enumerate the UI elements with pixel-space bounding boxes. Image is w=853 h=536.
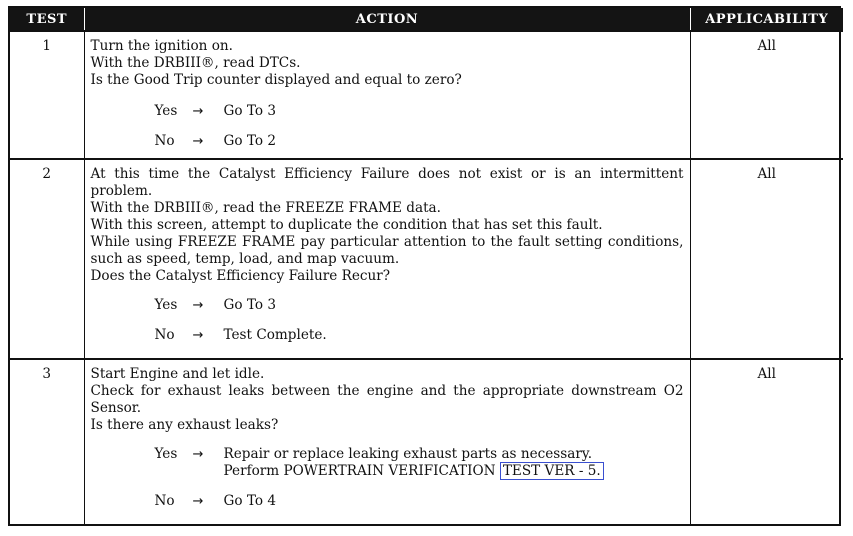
table-row-test-2 (10, 159, 843, 359)
answer-target: Go To 4 (223, 493, 277, 509)
answer-yes-continuation (91, 463, 684, 480)
test-number: 1 (10, 31, 84, 159)
answer-yes (91, 446, 684, 463)
column-header-action: ACTION (84, 8, 690, 31)
diagnostic-test-table (10, 8, 843, 524)
applicability-value: All (690, 31, 843, 159)
applicability-value: All (690, 159, 843, 359)
diagnostic-table-frame (8, 6, 841, 526)
answer-label: Yes (154, 446, 178, 462)
action-line: Is there any exhaust leaks? (90, 417, 279, 433)
test-ver-5-link[interactable]: TEST VER - 5. (500, 462, 604, 480)
right-arrow-icon: → (192, 447, 204, 462)
answer-label: No (154, 133, 175, 149)
action-line: With the DRBIII®, read the FREEZE FRAME data. (90, 200, 441, 216)
answer-no (91, 327, 684, 344)
applicability-value: All (690, 359, 843, 524)
right-arrow-icon: → (192, 134, 204, 149)
answer-subtext (224, 463, 604, 480)
answer-label: No (154, 327, 175, 343)
answer-label: Yes (154, 297, 178, 313)
right-arrow-icon: → (192, 328, 204, 343)
action-line: Is the Good Trip counter displayed and equal to zero? (90, 72, 462, 88)
column-header-applicability: APPLICABILITY (690, 8, 843, 31)
action-cell (84, 31, 690, 159)
action-line: At this time the Catalyst Efficiency Failure does not exist or is an intermittent problem. (90, 166, 684, 199)
action-line: Check for exhaust leaks between the engine and the appropriate downstream O2 Sensor. (90, 383, 684, 416)
verification-instruction: Perform POWERTRAIN VERIFICATION (223, 463, 496, 479)
answer-label: Yes (154, 103, 178, 119)
table-header-row (10, 8, 843, 31)
table-row-test-1 (10, 31, 843, 159)
action-cell (84, 159, 690, 359)
answer-target: Go To 3 (223, 103, 277, 119)
action-cell (84, 359, 690, 524)
table-row-test-3 (10, 359, 843, 524)
action-line: With the DRBIII®, read DTCs. (90, 55, 301, 71)
answer-target: Test Complete. (223, 327, 327, 343)
action-line: With this screen, attempt to duplicate the condition that has set this fault. (90, 217, 603, 233)
test-number: 3 (10, 359, 84, 524)
column-header-test: TEST (10, 8, 84, 31)
answer-target: Repair or replace leaking exhaust parts as necessary. (223, 446, 593, 462)
answer-yes (91, 103, 684, 120)
right-arrow-icon: → (192, 298, 204, 313)
action-line: Turn the ignition on. (90, 38, 233, 54)
action-line: Start Engine and let idle. (90, 366, 265, 382)
action-line: Does the Catalyst Efficiency Failure Recur? (90, 268, 391, 284)
right-arrow-icon: → (192, 104, 204, 119)
answer-target: Go To 2 (223, 133, 277, 149)
answer-no (91, 493, 684, 510)
answer-no (91, 133, 684, 150)
answer-label: No (154, 493, 175, 509)
action-line: While using FREEZE FRAME pay particular attention to the fault setting conditions, such as speed, temp, load, and map vacuum. (90, 234, 684, 267)
answer-target: Go To 3 (223, 297, 277, 313)
test-number: 2 (10, 159, 84, 359)
answer-yes (91, 297, 684, 314)
right-arrow-icon: → (192, 494, 204, 509)
